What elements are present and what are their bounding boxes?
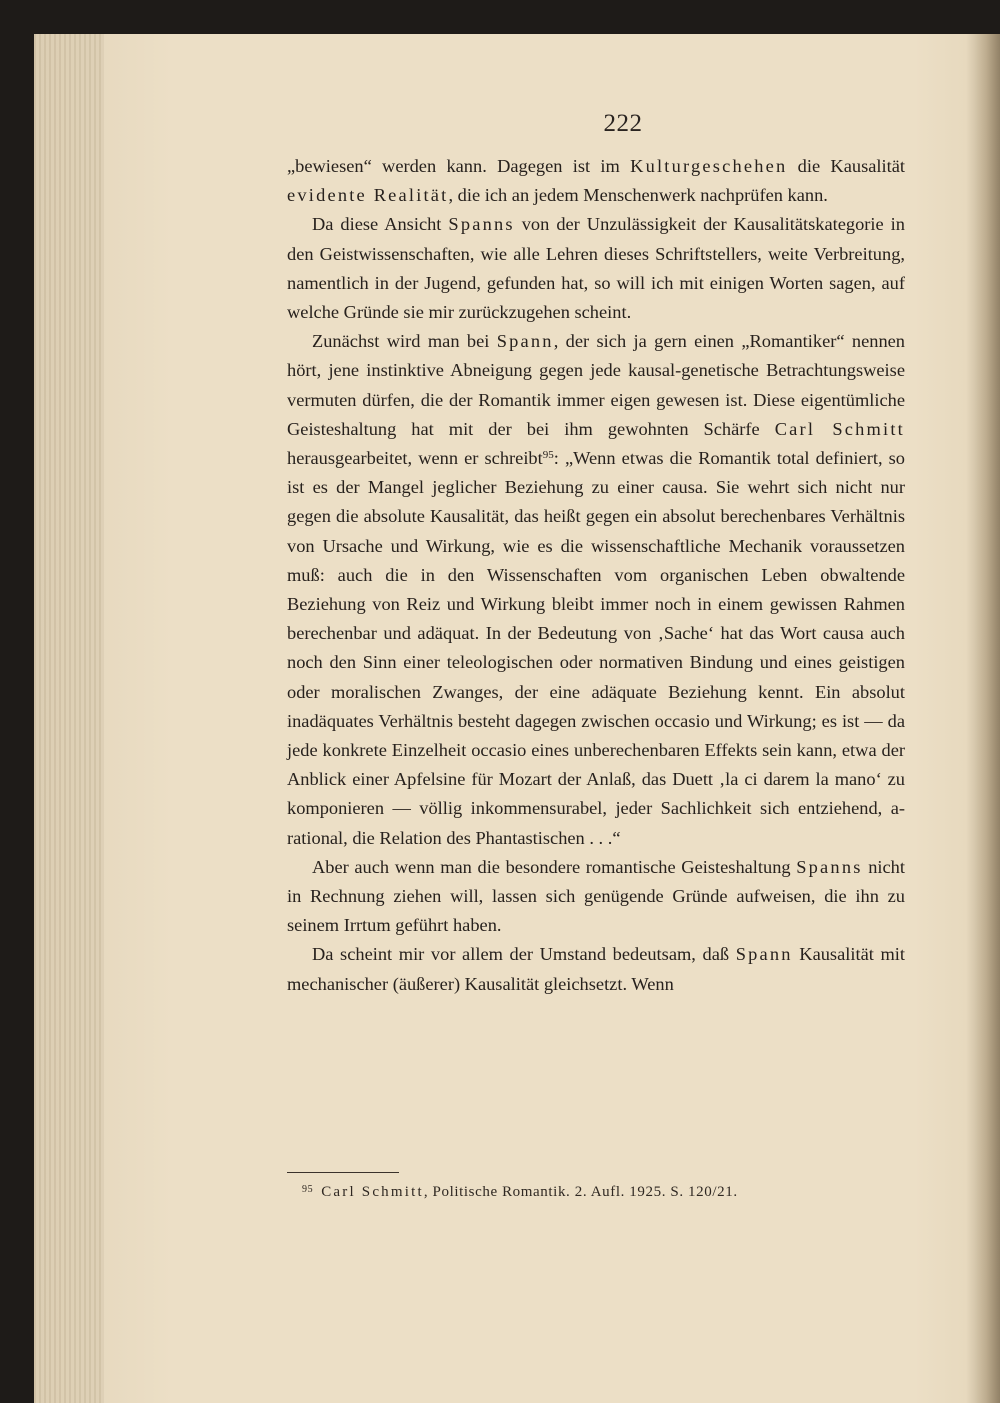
footnote-text: , Politische Romantik. 2. Aufl. 1925. S. 120/21. xyxy=(423,1184,738,1200)
paragraph xyxy=(287,152,905,210)
text-run: , die ich an jedem Menschenwerk nachprüfen kann. xyxy=(448,185,828,206)
book-page xyxy=(34,34,1000,1403)
paragraph xyxy=(287,210,905,327)
spaced-name: Spann xyxy=(735,944,793,965)
text-run: „bewiesen“ werden kann. Dagegen ist im xyxy=(287,156,631,176)
text-run: nicht in Rechnung ziehen will, lassen sich genügende Gründe aufweisen, die ihn zu seinem Irrtum geführt haben. xyxy=(287,856,905,936)
text-run: Aber auch wenn man die besondere romantische Geisteshaltung xyxy=(312,856,797,877)
text-run: Zunächst wird man bei xyxy=(312,331,497,352)
text-run: die Kausalität xyxy=(787,156,905,176)
page-edges xyxy=(34,34,104,1403)
footnote-author: Carl Schmitt xyxy=(321,1184,424,1200)
text-run: : „Wenn etwas die Romantik total definiert, so ist es der Mangel jeglicher Beziehung zu einer causa. Sie wehrt sich nicht nur gegen die absolute Kausalität, das heißt gegen ein absolut berechenbares Verhältnis von Ursache und Wirkung, wie es die wissenschaftliche Mechanik voraussetzen muß: auch die in den Wissenschaften vom organischen Leben obwaltende Beziehung von Reiz und Wirkung bleibt immer noch in einem gewissen Rahmen berechenbar und adäquat. In der Bedeutung von ‚Sache‘ hat das Wort causa auch noch den Sinn einer teleologischen oder normativen Bindung und eines geistigen oder moralischen Zwanges, der eine adäquate Beziehung kennt. Ein absolut inadäquates Verhältnis besteht dagegen zwischen occasio und Wirkung; es ist — da jede konkrete Einzelheit occasio eines unberechenbaren Effekts sein kann, etwa der Anblick einer Apfelsine für Mozart der Anlaß, das Duett ‚la ci darem la mano‘ zu komponieren — völlig inkommensurabel, jeder Sachlichkeit sich entziehend, a-rational, die Relation des Phantastischen . . .“ xyxy=(287,448,905,848)
binding-gutter xyxy=(966,34,1000,1403)
body-text xyxy=(287,152,905,999)
paragraph xyxy=(287,853,905,941)
footnote-marker: 95 xyxy=(302,1184,314,1195)
footnote-rule xyxy=(287,1172,399,1173)
text-run: , der sich ja gern einen „Romantiker“ nennen hört, jene instinktive Abneigung gegen jede kausal-genetische Betrachtungsweise vermuten dürfen, die der Romantik immer eigen gewesen ist. Diese eigentümliche Geisteshaltung hat mit der bei ihm gewohnten Schärfe xyxy=(287,331,905,439)
footnote xyxy=(302,1184,912,1201)
paragraph xyxy=(287,327,905,853)
text-run: Kausalität mit mechanischer (äußerer) Kausalität gleichsetzt. Wenn xyxy=(287,944,905,994)
footnote-reference: 95 xyxy=(542,449,554,462)
page-number: 222 xyxy=(603,110,643,137)
spaced-name: Spanns xyxy=(796,856,863,877)
paragraph xyxy=(287,940,905,998)
spaced-name: Spann xyxy=(496,331,554,352)
text-run: herausgearbeitet, wenn er schreibt xyxy=(287,448,543,469)
spaced-name: Carl Schmitt xyxy=(774,418,905,439)
spaced-name: Spanns xyxy=(448,214,515,235)
spaced-name: Kulturgeschehen xyxy=(630,156,788,176)
text-run: Da diese Ansicht xyxy=(312,214,449,235)
spaced-name: evidente Realität xyxy=(287,185,449,206)
text-run: von der Unzulässigkeit der Kausalitätskategorie in den Geistwissenschaften, wie alle Lehren dieses Schriftstellers, weite Verbreitung, namentlich in der Jugend, gefunden hat, so will ich mit einigen Worten sagen, auf welche Gründe sie mir zurückzugehen scheint. xyxy=(287,214,905,323)
text-run: Da scheint mir vor allem der Umstand bedeutsam, daß xyxy=(312,944,736,965)
